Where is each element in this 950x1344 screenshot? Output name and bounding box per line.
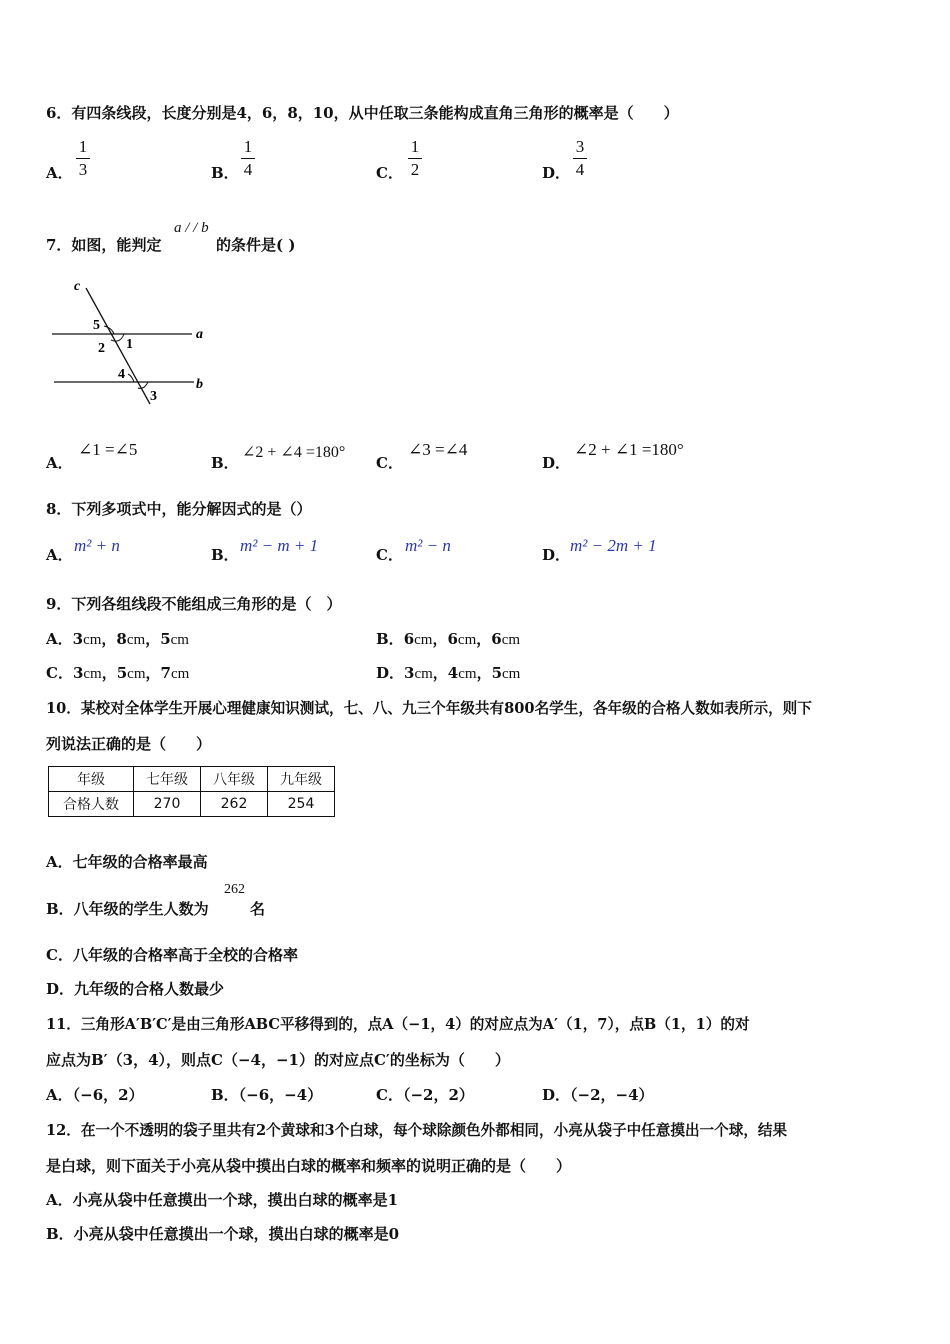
q10-grade-table <box>48 766 335 817</box>
q10-option-d: D．九年级的合格人数最少 <box>46 980 225 998</box>
q7-option-a-label: A． <box>46 454 73 472</box>
q11-option-c: C．（−2，2） <box>376 1086 474 1104</box>
table-cell: 270 <box>134 792 201 817</box>
q7-option-c-expr: ∠3 =∠4 <box>408 440 468 459</box>
q10-option-b-math: 262 <box>224 882 245 897</box>
q7-figure-label-c: c <box>74 279 81 294</box>
table-row <box>49 792 335 817</box>
q12-option-b: B．小亮从袋中任意摸出一个球，摸出白球的概率是0 <box>46 1225 400 1243</box>
q7-stem-suffix: 的条件是( ) <box>216 236 296 254</box>
q8-option-a-label: A． <box>46 546 73 564</box>
q6-option-a-label: A． <box>46 164 73 182</box>
q10-stem-line2: 列说法正确的是（ ） <box>46 735 212 753</box>
q6-option-a-fraction: 1 3 <box>76 138 90 179</box>
q10-option-c: C．八年级的合格率高于全校的合格率 <box>46 946 298 964</box>
table-header-cell: 年级 <box>49 767 134 792</box>
q12-option-a: A．小亮从袋中任意摸出一个球，摸出白球的概率是1 <box>46 1191 399 1209</box>
table-row <box>49 767 335 792</box>
q6-option-b-fraction: 1 4 <box>241 138 255 179</box>
q11-option-d: D．（−2，−4） <box>542 1086 654 1104</box>
table-cell: 合格人数 <box>49 792 134 817</box>
table-cell: 262 <box>201 792 268 817</box>
table-header-cell: 七年级 <box>134 767 201 792</box>
q8-option-b-expr: m² − m + 1 <box>240 536 319 555</box>
q7-figure-angle-2: 2 <box>98 341 105 356</box>
q10-option-a: A．七年级的合格率最高 <box>46 853 208 871</box>
q8-option-d-label: D． <box>542 546 571 564</box>
q10-option-b-prefix: B．八年级的学生人数为 <box>46 900 209 918</box>
q7-figure-angle-3: 3 <box>150 389 157 404</box>
q8-stem: 8．下列多项式中，能分解因式的是（） <box>46 500 312 518</box>
q8-option-a-expr: m² + n <box>74 536 120 555</box>
q7-option-d-expr: ∠2 + ∠1 =180° <box>574 440 684 459</box>
q10-stem-line1: 10．某校对全体学生开展心理健康知识测试，七、八、九三个年级共有800名学生，各年级的合格人数如表所示，则下 <box>46 700 812 717</box>
q7-option-d-label: D． <box>542 454 571 472</box>
q8-option-d-expr: m² − 2m + 1 <box>570 536 657 555</box>
q7-figure-angle-5: 5 <box>93 318 100 333</box>
q7-stem-prefix: 7．如图，能判定 <box>46 236 162 254</box>
q7-figure-label-a: a <box>196 327 203 342</box>
q10-option-b-suffix: 名 <box>250 900 266 918</box>
q9-option-c: C．3cm，5cm，7cm <box>46 664 190 682</box>
q11-option-a: A．（−6，2） <box>46 1086 144 1104</box>
q6-stem: 6．有四条线段，长度分别是4，6，8，10，从中任取三条能构成直角三角形的概率是（ ） <box>46 104 679 122</box>
q6-option-d-fraction: 3 4 <box>573 138 587 179</box>
q7-figure <box>40 276 220 412</box>
q12-stem-line1: 12．在一个不透明的袋子里共有2个黄球和3个白球，每个球除颜色外都相同，小亮从袋子中任意摸出一个球，结果 <box>46 1122 788 1139</box>
q7-figure-angle-4: 4 <box>118 367 125 382</box>
q11-stem-line1: 11．三角形A′B′C′是由三角形ABC平移得到的，点A（−1，4）的对应点为A′（1，7），点B（1，1）的对 <box>46 1016 750 1033</box>
q6-option-d-label: D． <box>542 164 571 182</box>
q7-option-a-expr: ∠1 =∠5 <box>78 440 138 459</box>
q11-option-b: B．（−6，−4） <box>211 1086 323 1104</box>
q9-option-a: A．3cm，8cm，5cm <box>46 630 189 648</box>
table-header-cell: 八年级 <box>201 767 268 792</box>
q8-option-c-label: C． <box>376 546 403 564</box>
q9-stem: 9．下列各组线段不能组成三角形的是（ ） <box>46 595 342 613</box>
q6-option-b-label: B． <box>211 164 239 182</box>
q7-option-b-label: B． <box>211 454 239 472</box>
q6-option-c-fraction: 1 2 <box>408 138 422 179</box>
q7-stem-math: a / / b <box>174 220 209 236</box>
q11-stem-line2: 应点为B′（3，4），则点C（−4，−1）的对应点C′的坐标为（ ） <box>46 1051 510 1069</box>
q9-option-b: B．6cm，6cm，6cm <box>376 630 521 648</box>
q12-stem-line2: 是白球，则下面关于小亮从袋中摸出白球的概率和频率的说明正确的是（ ） <box>46 1157 572 1175</box>
q7-figure-label-b: b <box>196 377 203 392</box>
q7-figure-angle-1: 1 <box>126 337 133 352</box>
q8-option-b-label: B． <box>211 546 239 564</box>
q7-option-b-expr: ∠2 + ∠4 =180° <box>242 444 346 461</box>
q7-option-c-label: C． <box>376 454 403 472</box>
q8-option-c-expr: m² − n <box>405 536 451 555</box>
q9-option-d: D．3cm，4cm，5cm <box>376 664 521 682</box>
q6-option-c-label: C． <box>376 164 403 182</box>
table-cell: 254 <box>268 792 335 817</box>
table-header-cell: 九年级 <box>268 767 335 792</box>
